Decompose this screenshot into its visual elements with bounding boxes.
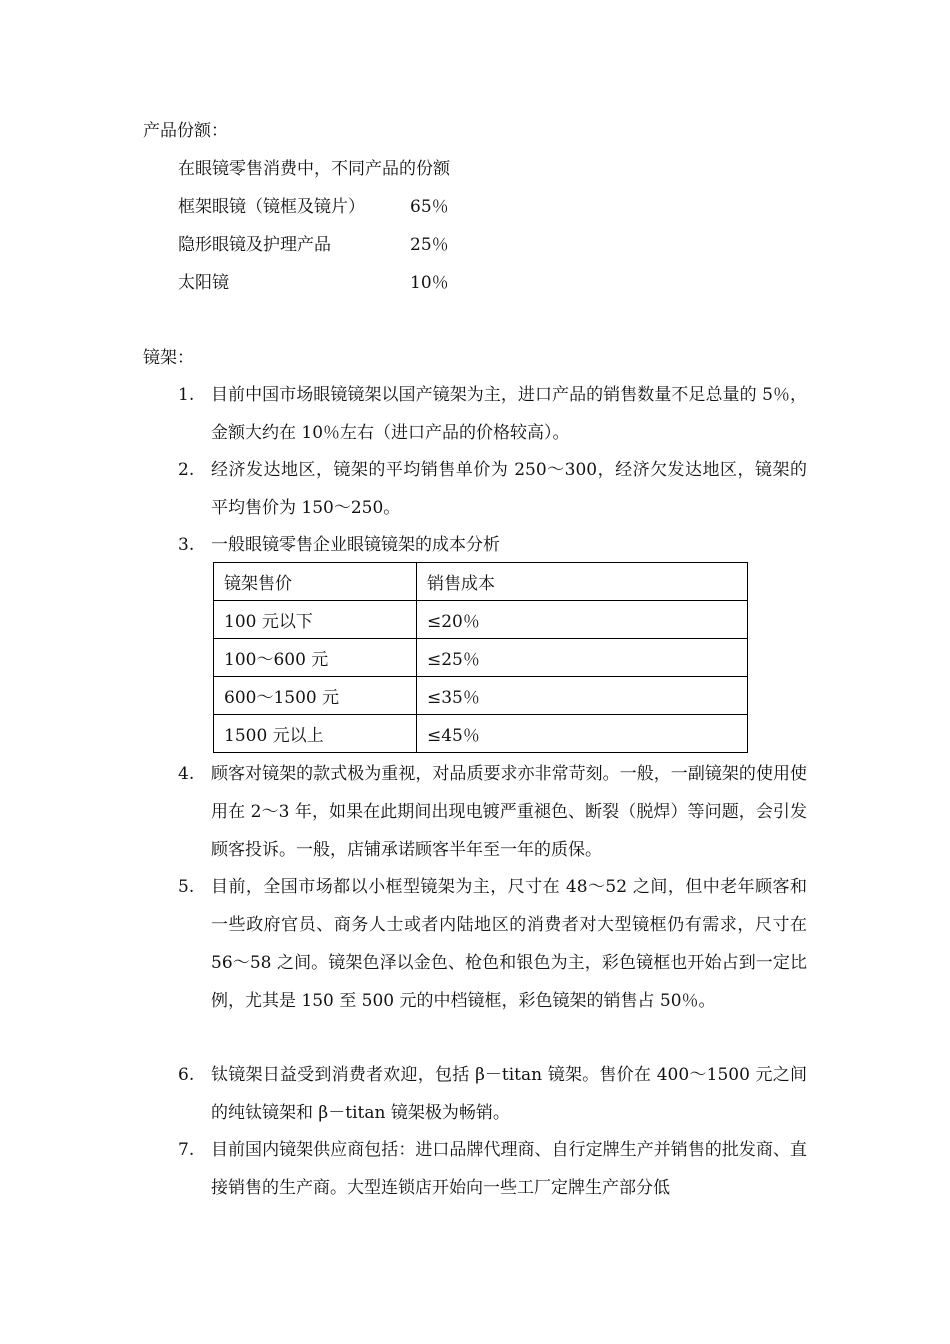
- frames-heading: 镜架：: [143, 348, 194, 368]
- table-header-cell: 镜架售价: [214, 563, 417, 601]
- list-item-text: 经济发达地区，镜架的平均销售单价为 250～300，经济欠发达地区，镜架的平均售价为 150～250。: [211, 460, 807, 518]
- share-row-label: 隐形眼镜及护理产品: [178, 235, 331, 255]
- table-row: [214, 715, 748, 753]
- list-item-text: 钛镜架日益受到消费者欢迎，包括 β－titan 镜架。售价在 400～1500 元之间的纯钛镜架和 β－titan 镜架极为畅销。: [211, 1065, 807, 1123]
- table-cell: ≤20％: [417, 601, 748, 639]
- table-cell: 1500 元以上: [214, 715, 417, 753]
- list-item-text: 目前国内镜架供应商包括：进口品牌代理商、自行定牌生产并销售的批发商、直接销售的生产商。大型连锁店开始向一些工厂定牌生产部分低: [211, 1140, 807, 1198]
- share-row-label: 太阳镜: [178, 273, 229, 293]
- share-heading: 产品份额：: [143, 121, 228, 141]
- list-item-number: 6.: [178, 1065, 195, 1085]
- table-cell: 100 元以下: [214, 601, 417, 639]
- table-header-row: [214, 563, 748, 601]
- share-row-label: 框架眼镜（镜框及镜片）: [178, 197, 365, 217]
- share-intro: 在眼镜零售消费中，不同产品的份额: [178, 159, 450, 179]
- list-item-text: 目前中国市场眼镜镜架以国产镜架为主，进口产品的销售数量不足总量的 5％，金额大约在 10％左右（进口产品的价格较高）。: [211, 385, 807, 443]
- cost-analysis-table: [213, 562, 748, 753]
- list-item-number: 7.: [178, 1140, 195, 1160]
- list-item-number: 1.: [178, 385, 195, 405]
- share-row-value: 10％: [410, 273, 449, 293]
- share-row-value: 65％: [410, 197, 449, 217]
- list-item-text: 顾客对镜架的款式极为重视，对品质要求亦非常苛刻。一般，一副镜架的使用使用在 2～3 年，如果在此期间出现电镀严重褪色、断裂（脱焊）等问题，会引发顾客投诉。一般，店铺承诺顾客半年至一年的质保。: [211, 764, 807, 860]
- table-cell: ≤45％: [417, 715, 748, 753]
- list-item-number: 5.: [178, 877, 195, 897]
- table-row: [214, 677, 748, 715]
- list-item-text: 目前，全国市场都以小框型镜架为主，尺寸在 48～52 之间，但中老年顾客和一些政府官员、商务人士或者内陆地区的消费者对大型镜框仍有需求，尺寸在 56～58 之间。镜架色泽以金色、枪色和银色为主，彩色镜框也开始占到一定比例，尤其是 150 至 500 元的中档镜框，彩色镜架的销售占 50％。: [211, 877, 807, 1011]
- table-cell: 600～1500 元: [214, 677, 417, 715]
- list-item-number: 2.: [178, 460, 195, 480]
- list-item-number: 3.: [178, 535, 195, 555]
- table-cell: ≤25％: [417, 639, 748, 677]
- table-cell: ≤35％: [417, 677, 748, 715]
- table-cell: 100～600 元: [214, 639, 417, 677]
- share-row-value: 25％: [410, 235, 449, 255]
- table-row: [214, 639, 748, 677]
- table-row: [214, 601, 748, 639]
- table-header-cell: 销售成本: [417, 563, 748, 601]
- list-item-text: 一般眼镜零售企业眼镜镜架的成本分析: [211, 535, 500, 555]
- list-item-number: 4.: [178, 764, 195, 784]
